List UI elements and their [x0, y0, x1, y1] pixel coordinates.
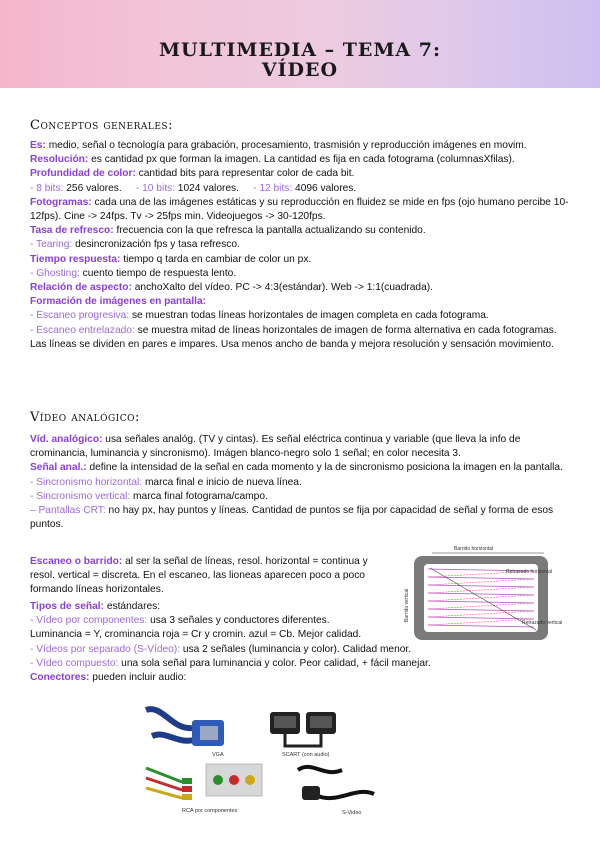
connectors-image: [142, 700, 378, 820]
crt-scan-diagram: [402, 544, 574, 646]
text-line: [30, 253, 572, 267]
term-text: tiempo q tarda en cambiar de color un px.: [120, 253, 312, 265]
text-line: [30, 196, 572, 224]
key-term: Fotogramas:: [30, 196, 92, 208]
text-line: [30, 476, 572, 490]
sub-term: - Vídeo compuesto:: [30, 657, 119, 669]
text-line: [30, 182, 572, 196]
key-term: Relación de aspecto:: [30, 282, 132, 294]
term-text: anchoXalto del vídeo. PC -> 4:3(estándar). Web -> 1:1(cuadrada).: [131, 282, 433, 294]
key-term: Resolución:: [30, 154, 89, 166]
sub-term: - Ghosting:: [30, 267, 80, 279]
term-text: no hay px, hay puntos y líneas. Cantidad de puntos se fija por capacidad de señal y forma de esos puntos.: [30, 505, 554, 531]
key-term: Conectores:: [30, 672, 90, 684]
text-line: [30, 167, 572, 181]
term-text: define la intensidad de la señal en cada momento y la de sincronismo posiciona la imagen en la pantalla.: [86, 462, 563, 474]
section-analog-content: [30, 433, 572, 532]
rca-label: RCA por componentes: [182, 808, 238, 814]
sub-term: - Sincronismo horizontal:: [30, 476, 143, 488]
text-line: [30, 238, 572, 252]
svideo-connector-image: [298, 767, 374, 816]
text-line: [30, 139, 572, 153]
term-text: al ser la señal de líneas, resol. horizontal = continua y resol. vertical = discreta. En el escaneo, las lioneas aparecen poco a poco formando líneas horizontales.: [30, 556, 368, 596]
scart-connector-image: [270, 712, 336, 758]
sub-term: - Escaneo progresiva:: [30, 310, 130, 322]
key-term: Señal anal.:: [30, 462, 87, 474]
section-general-content: [30, 139, 572, 352]
vga-label: VGA: [212, 752, 224, 758]
term-text: frecuencia con la que refresca la pantalla actualizando su contenido.: [113, 225, 426, 237]
text-line: [30, 657, 572, 671]
scan-paragraph: [30, 555, 390, 598]
term-label: - 12 bits:: [253, 182, 293, 194]
term-text: 4096 valores.: [292, 182, 357, 194]
term-text: desincronización fps y tasa refresco.: [72, 239, 240, 251]
term-text: medio, señal o tecnología para grabación, procesamiento, trasmisión y reproducción imágenes en movim.: [45, 140, 527, 151]
key-term: Víd. analógico:: [30, 434, 103, 445]
term-text: usa señales analóg. (TV y cintas). Es señal eléctrica continua y variable (que lleva la info de crominancia, luminancia y sincronismo). Imágen blanco-negro solo 1 señal; en color necesita 3.: [30, 434, 521, 460]
key-term: Es:: [30, 140, 46, 151]
term-text: 1024 valores.: [174, 182, 254, 194]
term-text: se muestra mitad de líneas horizontales de imagen de forma alternativa en cada fotogramas. Las líneas se dividen en pares e impares. Usa menos ancho de banda y mejora resolución y sensación movimiento.: [30, 324, 557, 350]
term-text: Luminancia = Y, crominancia roja = Cr y cromin. azul = Cb. Mejor calidad.: [30, 629, 362, 641]
text-line: [30, 504, 572, 532]
text-line: [30, 153, 572, 167]
text-line: [30, 281, 572, 295]
sub-term: - Tearing:: [30, 239, 73, 251]
text-line: [30, 671, 572, 685]
retrace-v-label: Retrazado vertical: [522, 620, 563, 626]
term-text: cantidad bits para representar color de cada bit.: [135, 168, 355, 180]
key-term: Profundidad de color:: [30, 168, 136, 180]
section-heading-analog: Vídeo analógico:: [30, 410, 140, 425]
text-line: [30, 295, 572, 309]
diagram-top-label: Barrido horizontal: [454, 546, 494, 552]
text-line: [30, 490, 572, 504]
page-title: [0, 40, 600, 80]
term-text: 256 valores.: [63, 182, 136, 194]
text-line: [30, 324, 572, 352]
sub-term: - Sincronismo vertical:: [30, 490, 131, 502]
text-line: [30, 224, 572, 238]
term-text: marca final fotograma/campo.: [130, 490, 268, 502]
term-text: una sola señal para luminancia y color. Peor calidad, + fácil manejar.: [118, 657, 431, 669]
text-line: [30, 267, 572, 281]
term-text: estándares:: [103, 601, 161, 612]
section-heading-general: Conceptos generales:: [30, 118, 173, 133]
term-text: es cantidad px que forman la imagen. La cantidad es fija en cada fotograma (columnasXfilas).: [88, 154, 515, 166]
key-term: Tiempo respuesta:: [30, 253, 121, 265]
vga-connector-image: [146, 709, 224, 758]
term-text: se muestran todas líneas horizontales de imagen completa en cada fotograma.: [129, 310, 489, 322]
sub-term: - Vídeos por separado (S-Vídeo):: [30, 643, 181, 655]
term-label: - 8 bits:: [30, 182, 64, 194]
sub-term: – Pantallas CRT:: [30, 505, 106, 517]
key-term: Escaneo o barrido:: [30, 556, 123, 567]
key-term: Formación de imágenes en pantalla:: [30, 296, 207, 308]
key-term: Tasa de refresco:: [30, 225, 114, 237]
term-text: usa 3 señales y conductores diferentes.: [147, 615, 330, 627]
diagram-side-label: Barrido vertical: [404, 588, 410, 622]
sub-term: - Escaneo entrelazado:: [30, 324, 135, 336]
text-line: [30, 309, 572, 323]
title-line-2: VÍDEO: [261, 59, 339, 81]
text-line: [30, 555, 390, 598]
term-text: cada una de las imágenes estáticas y su reproducción en fluidez se mide en fps (ojo humano percibe 10-12fps). Cine -> 24fps. Tv -> 25fps min. Videojuegos -> 30-120fps.: [30, 196, 569, 223]
key-term: Tipos de señal:: [30, 601, 104, 612]
rca-connector-image: [146, 764, 262, 814]
term-text: usa 2 señales (luminancia y color). Calidad menor.: [180, 643, 412, 655]
retrace-h-label: Retrazado horizontal: [506, 569, 553, 575]
term-text: cuento tiempo de respuesta lento.: [79, 267, 237, 279]
scart-label: SCART (con audio): [282, 752, 330, 758]
sub-term: - Vídeo por componentes:: [30, 615, 148, 627]
term-text: marca final e inicio de nueva línea.: [142, 476, 302, 488]
text-line: [30, 433, 572, 461]
text-line: [30, 461, 572, 475]
title-line-1: MULTIMEDIA – TEMA 7:: [158, 39, 442, 61]
svideo-label: S-Video: [342, 810, 362, 816]
term-label: - 10 bits:: [135, 182, 175, 194]
term-text: pueden incluir audio:: [89, 672, 187, 684]
